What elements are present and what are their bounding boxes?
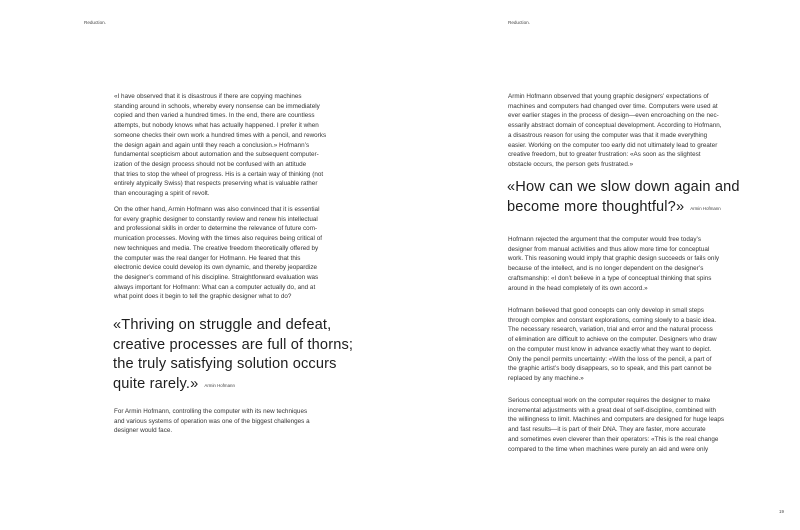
pull-quote xyxy=(113,316,353,395)
body-paragraph: Hofmann rejected the argument that the computer would free today’s designer from manual activities and thus allow more time for conceptual work. This reasoning would imply that graphic design succeeds or fails only because of the intellect, and is no longer dependent on the designer’s craftsmanship: «I don’t believe in a type of conceptual thinking that spins around in the head completely of its own accord.» xyxy=(508,236,720,292)
pull-quote-attribution: Armin Hofmann xyxy=(690,205,721,211)
pull-quote xyxy=(507,178,740,218)
body-paragraph: «I have observed that it is disastrous if there are copying machines standing around in schools, whereby every nonsense can be immediately copied and then varied a hundred times. In the end, there are countless attempts, but nobody knows what has actually happened. I prefer it when someone checks their own work a hundred times with a pencil, and reworks the design again and again until they reach a conclusion.» Hofmann’s fundamental scepticism about automation and the subsequent computer- ization of the design process should not be confused with an attitude that tries to stop the wheel of progress. His is a certain way of thinking (not entirely atypically Swiss) that respects preserving what is valuable rather than encouraging a spirit of revolt. xyxy=(114,93,327,198)
running-head: Reduction. xyxy=(508,20,530,25)
running-head: Reduction. xyxy=(84,20,106,25)
body-paragraph: Armin Hofmann observed that young graphic designers’ expectations of machines and computers had changed over time. Computers were used at ever earlier stages in the process of design—even encroaching on the nec- essarily abstract domain of conceptual development. According to Hofmann, a disastrous reason for using the computer was that it made everything easier. Working on the computer too early did not ultimately lead to greater creative freedom, but to greater frustration: «As soon as the slightest obstacle occurs, the person gets frustrated.» xyxy=(508,93,722,168)
page-number: 19 xyxy=(779,509,784,514)
pull-quote-attribution: Armin Hofmann xyxy=(204,382,235,388)
body-paragraph: Hofmann believed that good concepts can only develop in small steps through complex and constant explorations, coming slowly to a basic idea. The necessary research, variation, trial and error and the natural process of elimination are difficult to achieve on the computer. Designers who draw on the computer must know in advance exactly what they want to depict. Only the pencil permits uncertainty: «With the loss of the pencil, a part of the graphic artist’s body disappears, so to speak, and this part cannot be replaced by any machine.» xyxy=(508,307,717,382)
body-paragraph: For Armin Hofmann, controlling the computer with its new techniques and various systems of operation was one of the biggest challenges a designer would face. xyxy=(114,408,310,435)
body-paragraph: Serious conceptual work on the computer requires the designer to make incremental adjustments with a great deal of self-discipline, combined with the willingness to limit. Machines and computers are designed for huge leaps and fast results—it is part of their DNA. They are faster, more accurate and sometimes even cleverer than their operators: «This is the real change compared to the time when machines were purely an aid and were only xyxy=(508,397,725,453)
body-paragraph: On the other hand, Armin Hofmann was also convinced that it is essential for every graphic designer to constantly review and renew his intellectual and professional skills in order to determine the relevance of future com- munication processes. Moving with the times also requires being critical of new techniques and media. The creative freedom theoretically offered by the computer was the real danger for Hofmann. He feared that this electronic device could develop its own dynamic, and thereby jeopardize the designer’s command of his discipline. Straightforward evaluation was always important for Hofmann: What can a computer actually do, and at what point does it begin to tell the graphic designer what to do? xyxy=(114,206,322,301)
pull-quote-text: «Thriving on struggle and defeat, creative processes are full of thorns; the truly satisfying solution occurs quite rarely.» xyxy=(113,317,354,392)
pull-quote-text: «How can we slow down again and become more thoughtful?» xyxy=(507,179,740,215)
right-page xyxy=(400,0,800,530)
